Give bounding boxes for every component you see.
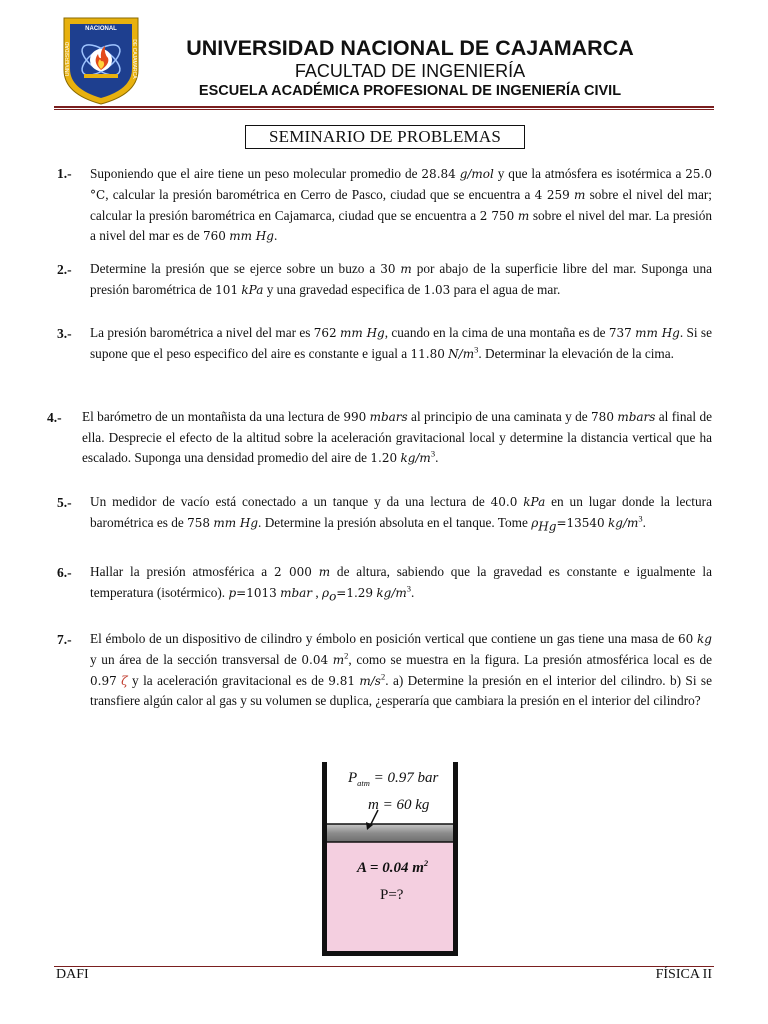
problem-3-number: 3.-	[57, 326, 72, 341]
figure-pressure-label: P=?	[380, 887, 404, 903]
text: sobre el nivel del mar; calcular la presión barométrica en Cajamarca, ciudad que se encuentra a	[90, 186, 713, 223]
text: ,	[312, 584, 322, 600]
problem-2-number: 2.-	[57, 262, 72, 277]
text: Un medidor de vacío está conectado a un tanque y da una lectura de	[90, 494, 491, 509]
value: 780	[591, 410, 614, 424]
unit: kPa	[523, 495, 546, 509]
seal-right-text: DE CAJAMARCA	[131, 39, 137, 79]
text: P	[348, 770, 358, 786]
text: El barómetro de un montañista da una lectura de	[82, 409, 344, 424]
exponent: 3	[430, 448, 436, 459]
problem-2-text	[90, 259, 712, 301]
value: =1.29	[336, 585, 374, 600]
text: .	[411, 584, 415, 600]
unit: g/mol	[459, 167, 494, 181]
footer-left: DAFI	[56, 967, 89, 982]
exponent: 3	[406, 583, 412, 594]
text: La presión barométrica a nivel del mar es	[90, 325, 314, 340]
rho-symbol: ρ	[531, 515, 539, 530]
unit: kPa	[241, 282, 264, 297]
text: .	[435, 449, 439, 465]
problem-6-text	[90, 562, 712, 604]
problem-7-number: 7.-	[57, 632, 72, 647]
value: 0.97	[90, 673, 117, 688]
subscript: Hg	[538, 519, 557, 534]
text: para el agua de mar.	[450, 281, 561, 297]
value: 737	[608, 326, 632, 340]
text: Hallar la presión atmosférica a	[90, 564, 275, 579]
problem-4-text	[82, 407, 712, 468]
university-seal-icon	[60, 14, 142, 106]
unit: mm Hg	[213, 515, 259, 530]
problem-7-text	[90, 629, 712, 711]
value: 25.0 °C	[90, 167, 712, 202]
value: 2 750	[479, 208, 515, 223]
value: 1.20	[370, 450, 398, 465]
text: , calcular la presión barométrica en Cerro de Pasco, ciudad que se encuentra a	[105, 186, 535, 202]
faculty-name: FACULTAD DE INGENIERÍA	[294, 61, 526, 81]
problem-1-text	[90, 164, 712, 247]
subscript: atm	[357, 778, 370, 788]
unit: ζ	[121, 673, 128, 688]
text: = 0.97 bar	[369, 770, 439, 786]
value: 40.0	[490, 495, 518, 509]
unit: m	[574, 187, 586, 202]
unit: mbar	[280, 585, 313, 600]
value: 4 259	[534, 187, 570, 202]
problem-4-number: 4.-	[47, 410, 62, 425]
text: de altura, sabiendo que la gravedad es constante e igualmente la temperatura (isotérmico).	[90, 564, 712, 600]
text: Determine la presión que se ejerce sobre un buzo a	[90, 261, 381, 276]
unit: m	[332, 652, 345, 667]
value: 760	[202, 229, 226, 244]
unit: m	[400, 262, 412, 276]
unit: kg/m	[608, 515, 639, 530]
exponent: 2	[344, 650, 349, 661]
text: en un lugar donde la lectura barométrica es de	[90, 494, 712, 530]
unit: kg/m	[376, 585, 407, 600]
seal-top-text: NACIONAL	[85, 26, 117, 32]
text: . a) Determine la presión en el interior del cilindro. b) Si se transfiere algún calor al gas y su volumen se duplica, ¿esperaría que cambiara la presión en el interior del cilindro?	[90, 672, 712, 709]
figure-mass-label: m = 60 kg	[368, 797, 430, 813]
exponent: 3	[638, 513, 643, 524]
rho-symbol: ρ	[322, 585, 330, 600]
school-name: ESCUELA ACADÉMICA PROFESIONAL DE INGENIERÍA CIVIL	[198, 83, 622, 99]
text: , cuando en la cima de una montaña es de	[384, 325, 609, 340]
text: al final de ella. Desprecie el efecto de la altitud sobre la aceleración gravitacional local y determine la distancia vertical que ha escalado. Suponga una densidad promedio del aire de	[82, 409, 712, 465]
unit: m	[318, 565, 331, 579]
text: El émbolo de un dispositivo de cilindro y émbolo en posición vertical que contiene un gas tiene una masa de	[90, 631, 679, 646]
text: y la aceleración gravitacional es de	[127, 672, 329, 688]
value: 1.03	[423, 282, 451, 297]
value: 758	[187, 515, 210, 530]
problem-1-number: 1.-	[57, 166, 72, 181]
unit: m	[517, 208, 530, 223]
text: y una gravedad especifica de	[263, 281, 424, 297]
text: . Si se supone que el peso especifico del aire es constante e igual a	[90, 325, 713, 361]
value: 101	[215, 282, 239, 297]
unit: mm Hg	[340, 326, 385, 340]
footer-divider	[54, 966, 714, 967]
problem-3-text	[90, 323, 712, 365]
figure-patm-label	[348, 770, 438, 787]
value: 762	[313, 326, 337, 340]
problem-5-number: 5.-	[57, 495, 72, 510]
value: 30	[380, 262, 396, 276]
unit: kg/m	[400, 450, 431, 465]
unit: mbars	[369, 410, 408, 424]
footer-right: FÍSICA II	[655, 967, 712, 982]
exponent: 2	[380, 671, 386, 682]
text: .	[642, 514, 646, 530]
unit: mm Hg	[635, 326, 680, 340]
text: sobre el nivel del mar. La presión a nivel del mar es de	[90, 207, 712, 244]
text: , como se muestra en la figura. La presión atmosférica local es de	[348, 651, 713, 667]
unit: mm Hg	[229, 229, 274, 244]
problem-6-number: 6.-	[57, 565, 72, 580]
unit: N/m	[448, 346, 475, 361]
value: 990	[343, 410, 367, 424]
seal-left-text: UNIVERSIDAD	[65, 41, 71, 77]
unit: kg	[697, 632, 712, 646]
value: 9.81	[328, 673, 355, 688]
header-divider	[54, 106, 714, 108]
text: . Determinar la elevación de la cima.	[478, 345, 675, 361]
text: A = 0.04 m	[357, 860, 424, 876]
value: =13540	[556, 515, 605, 530]
exponent: 3	[474, 344, 479, 355]
value: 11.80	[410, 346, 445, 361]
value: =1013	[236, 585, 277, 600]
value: 0.04	[301, 652, 329, 667]
text: por abajo de la superficie libre del mar. Suponga una presión barométrica de	[90, 261, 712, 297]
value: 28.84	[421, 167, 456, 181]
figure-area-label	[357, 860, 428, 877]
value: 2 000	[274, 565, 312, 579]
text: al principio de una caminata y de	[407, 409, 592, 424]
text: Suponiendo que el aire tiene un peso molecular promedio de	[90, 166, 422, 181]
value: 60	[678, 632, 694, 646]
text: . Determine la presión absoluta en el tanque. Tome	[258, 514, 532, 530]
exponent: 2	[423, 858, 429, 868]
text: y que la atmósfera es isotérmica a	[493, 166, 686, 181]
unit: mbars	[617, 410, 656, 424]
variable: p	[228, 585, 237, 600]
piston-cylinder-figure	[318, 758, 462, 960]
university-name: UNIVERSIDAD NACIONAL DE CAJAMARCA	[186, 36, 634, 60]
problem-5-text	[90, 492, 712, 534]
unit: m/s	[359, 673, 381, 688]
page-title: SEMINARIO DE PROBLEMAS	[245, 125, 525, 149]
header-divider-thin	[54, 109, 714, 110]
subscript: o	[329, 589, 337, 604]
text: y un área de la sección transversal de	[90, 651, 302, 667]
text: .	[273, 228, 278, 244]
